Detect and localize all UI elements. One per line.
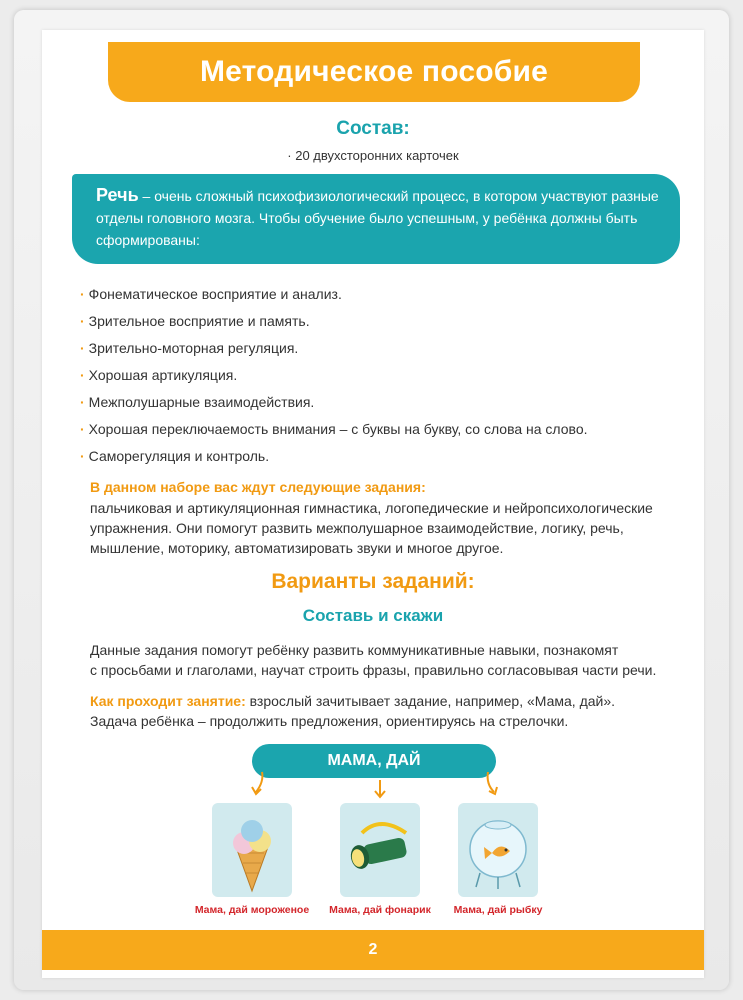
list-item: · Межполушарные взаимодействия.: [80, 393, 315, 410]
arrow-right-icon: [476, 770, 506, 800]
caption-fish: Мама, дай рыбку: [453, 904, 543, 916]
variants-title: Варианты заданий:: [271, 570, 475, 593]
variants-desc: с просьбами и глаголами, научат строить фразы, правильно согласовывая части речи.: [90, 662, 657, 678]
intro-term: Речь: [96, 185, 139, 205]
page-title: Методическое пособие: [199, 55, 549, 88]
tasks-line: мышление, моторику, автоматизировать звуки и многое другое.: [90, 540, 504, 556]
example-card-fish-bowl: [458, 803, 538, 897]
howto-text: взрослый зачитывает задание, например, «Мама, дай».: [245, 693, 616, 709]
list-item: · Хорошая переключаемость внимания – с буквы на букву, со слова на слово.: [80, 420, 588, 437]
phrase-pill: МАМА, ДАЙ: [252, 744, 496, 778]
arrow-left-icon: [246, 770, 276, 800]
tasks-line: пальчиковая и артикуляционная гимнастика, логопедические и нейропсихологические: [90, 500, 653, 516]
intro-box: [72, 174, 680, 264]
list-item: · Зрительное восприятие и память.: [80, 312, 310, 329]
variants-subtitle: Составь и скажи: [302, 606, 444, 625]
page-number: 2: [368, 941, 378, 958]
caption-flashlight: Мама, дай фонарик: [329, 904, 431, 916]
caption-ice-cream: Мама, дай мороженое: [194, 904, 310, 916]
fish-bowl-icon: [458, 803, 538, 897]
list-item: · Зрительно-моторная регуляция.: [80, 339, 299, 356]
list-item: · Хорошая артикуляция.: [80, 366, 238, 383]
tasks-line: упражнения. Они помогут развить межполушарное взаимодействие, логику, речь,: [90, 520, 624, 536]
intro-text: – очень сложный психофизиологический процесс, в котором участвуют разные отделы головного мозга. Чтобы обучение было успешным, у ребёнка должны быть сформированы:: [96, 188, 659, 248]
ice-cream-icon: [212, 803, 292, 897]
example-card-ice-cream: [212, 803, 292, 897]
flashlight-icon: [340, 803, 420, 897]
arrow-down-icon: [368, 778, 392, 802]
list-item: · Саморегуляция и контроль.: [80, 447, 270, 464]
howto-line: [90, 691, 615, 711]
skills-list: [80, 280, 680, 469]
title-banner: [108, 42, 640, 102]
composition-item: · 20 двухсторонних карточек: [287, 148, 459, 163]
example-card-flashlight: [340, 803, 420, 897]
composition-title: Состав:: [336, 118, 410, 139]
footer-bar: [42, 930, 704, 970]
howto-line-2: Задача ребёнка – продолжить предложения, ориентируясь на стрелочки.: [90, 713, 569, 729]
howto-label: Как проходит занятие:: [90, 693, 246, 709]
tasks-heading: В данном наборе вас ждут следующие задания:: [90, 479, 426, 495]
list-item: · Фонематическое восприятие и анализ.: [80, 285, 342, 302]
variants-desc: Данные задания помогут ребёнку развить коммуникативные навыки, познакомят: [90, 642, 619, 658]
